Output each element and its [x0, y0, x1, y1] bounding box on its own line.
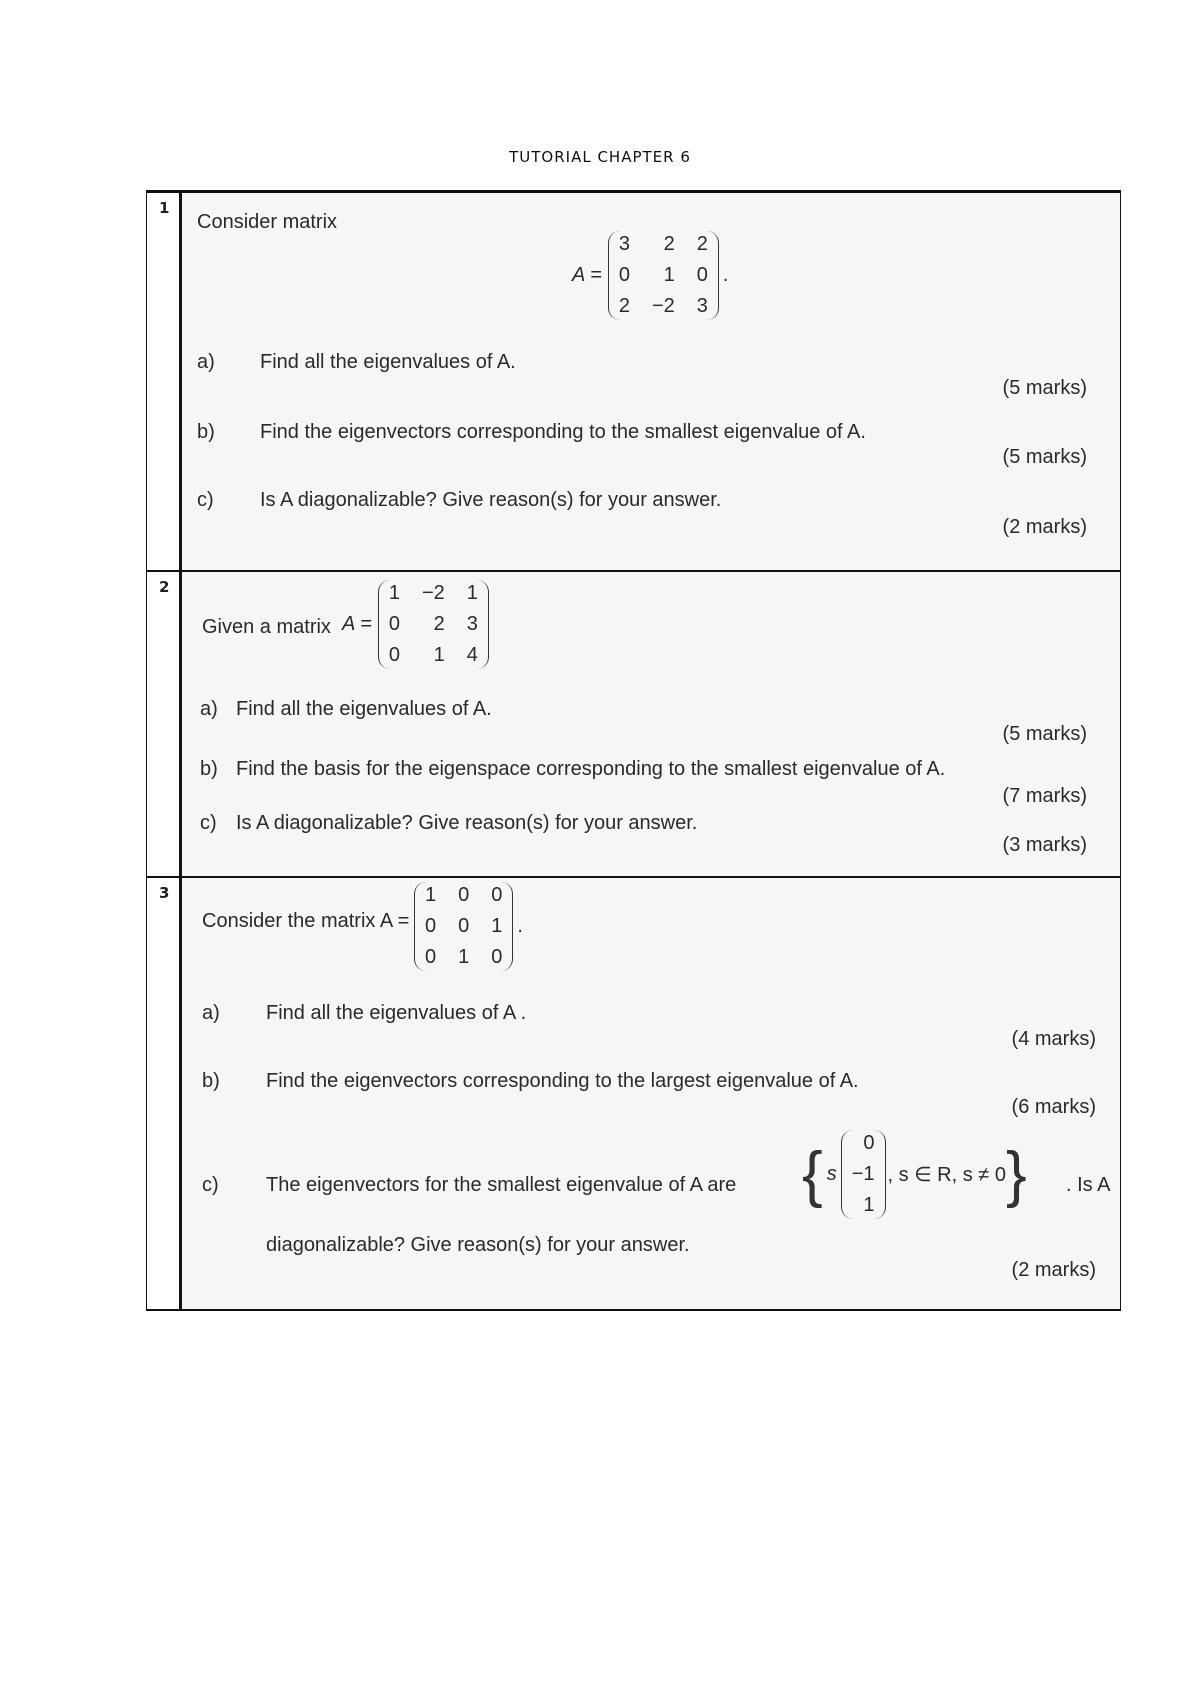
part-label: b) [197, 421, 215, 443]
question-body [182, 193, 1121, 573]
question-intro: Given a matrix [202, 616, 331, 638]
matrix-cell: 2 [663, 233, 675, 255]
question-number: 3 [159, 884, 170, 902]
question-number-cell [147, 572, 182, 878]
table-right-border [1120, 193, 1121, 573]
table-right-border [1120, 572, 1121, 878]
set-scalar: s [826, 1163, 837, 1185]
matrix-cell: 0 [491, 946, 503, 968]
matrix-cell: 0 [388, 613, 400, 635]
matrix-cell: 0 [618, 264, 630, 286]
question-number-cell [147, 193, 182, 573]
part-marks: (5 marks) [1002, 723, 1087, 745]
part-text: Find the eigenvectors corresponding to the smallest eigenvalue of A. [260, 421, 866, 443]
part-marks: (6 marks) [1011, 1096, 1096, 1118]
matrix-cell: 0 [425, 946, 437, 968]
part-marks: (3 marks) [1002, 834, 1087, 856]
vector-cell: 1 [863, 1194, 875, 1216]
question-intro: Consider the matrix A = [202, 910, 410, 932]
part-label: a) [200, 698, 218, 720]
part-label: b) [202, 1070, 220, 1092]
matrix-cell: 2 [696, 233, 708, 255]
matrix-cell: 3 [696, 295, 708, 317]
question-body [182, 878, 1121, 1309]
matrix-cell: 2 [433, 613, 445, 635]
set-condition: , s ∈ R, s ≠ 0 [887, 1164, 1006, 1186]
part-text: Is A diagonalizable? Give reason(s) for your answer. [236, 812, 698, 834]
part-marks: (5 marks) [1002, 446, 1087, 468]
right-brace: } [1005, 1139, 1027, 1209]
matrix-cell: 0 [388, 644, 400, 666]
matrix-cell: 1 [458, 946, 470, 968]
page-title: TUTORIAL CHAPTER 6 [509, 148, 691, 166]
question-3-row [146, 876, 1121, 1311]
eigenvector [841, 1130, 886, 1219]
matrix-cell: 1 [491, 915, 503, 937]
matrix-cell: 1 [663, 264, 675, 286]
matrix-cell: 3 [618, 233, 630, 255]
matrix-cell: −2 [421, 582, 445, 604]
matrix-cell: 1 [466, 582, 478, 604]
matrix-cell: 3 [466, 613, 478, 635]
matrix-label: A = [572, 264, 602, 286]
vector-cell: 0 [863, 1132, 875, 1154]
part-label: c) [197, 489, 214, 511]
part-label: c) [202, 1174, 219, 1196]
part-text: Find the eigenvectors corresponding to the largest eigenvalue of A. [266, 1070, 859, 1092]
question-2-row [146, 570, 1121, 878]
part-label: b) [200, 758, 218, 780]
matrix-cell: 0 [491, 884, 503, 906]
part-text: Find all the eigenvalues of A. [236, 698, 492, 720]
part-marks: (2 marks) [1002, 516, 1087, 538]
part-text: Find all the eigenvalues of A. [260, 351, 516, 373]
matrix-cell: 1 [425, 884, 437, 906]
matrix-cell: 0 [458, 884, 470, 906]
question-number: 1 [159, 199, 170, 217]
part-text-line2: diagonalizable? Give reason(s) for your answer. [266, 1234, 690, 1256]
question-1-row [146, 190, 1121, 573]
vector-cell: −1 [851, 1163, 875, 1185]
matrix-suffix: . [517, 915, 523, 937]
part-label: a) [197, 351, 215, 373]
eigenvector-set [802, 1130, 1027, 1219]
part-marks: (4 marks) [1011, 1028, 1096, 1050]
part-text: Is A diagonalizable? Give reason(s) for your answer. [260, 489, 722, 511]
part-label: a) [202, 1002, 220, 1024]
matrix-cell: 1 [433, 644, 445, 666]
matrix-equation [342, 580, 489, 669]
question-number: 2 [159, 578, 170, 596]
part-marks: (5 marks) [1002, 377, 1087, 399]
matrix-cell: 2 [618, 295, 630, 317]
matrix-equation [414, 882, 523, 971]
matrix [378, 580, 489, 669]
matrix-cell: 0 [458, 915, 470, 937]
part-text: Find all the eigenvalues of A . [266, 1002, 527, 1024]
matrix-cell: 4 [466, 644, 478, 666]
matrix [414, 882, 513, 971]
left-brace: { [802, 1139, 823, 1209]
matrix-cell: −2 [651, 295, 675, 317]
part-text: Find the basis for the eigenspace corresponding to the smallest eigenvalue of A. [236, 758, 946, 780]
part-label: c) [200, 812, 217, 834]
table-right-border [1120, 878, 1121, 1309]
part-marks: (7 marks) [1002, 785, 1087, 807]
part-text: The eigenvectors for the smallest eigenvalue of A are [266, 1174, 737, 1196]
matrix-cell: 0 [425, 915, 437, 937]
matrix-cell: 0 [696, 264, 708, 286]
matrix-suffix: . [722, 264, 729, 286]
matrix-label: A = [342, 613, 372, 635]
matrix-cell: 1 [388, 582, 400, 604]
question-number-cell [147, 878, 182, 1309]
question-body [182, 572, 1121, 878]
part-text-continued: . Is A [1066, 1174, 1111, 1196]
matrix-equation [572, 231, 728, 320]
matrix [608, 231, 719, 320]
question-intro: Consider matrix [197, 211, 338, 233]
part-marks: (2 marks) [1011, 1259, 1096, 1281]
